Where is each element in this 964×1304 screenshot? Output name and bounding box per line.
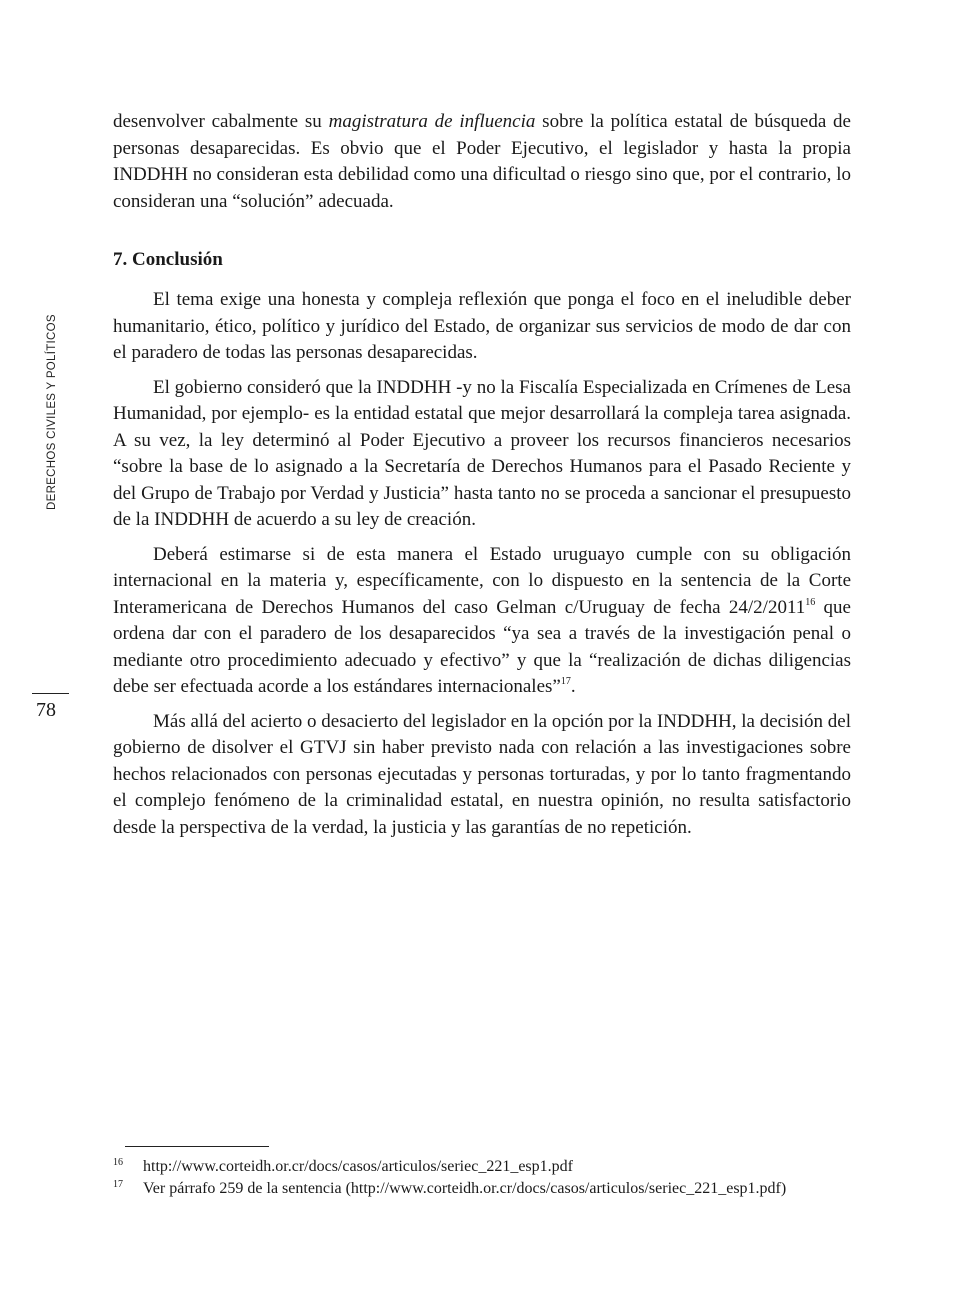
footnote-ref-17: 17: [560, 676, 571, 687]
intro-text-end: sobre la política estatal de búsqueda de personas desaparecidas. Es obvio que el Poder Ejecutivo, el legislador y hasta la propia INDDHH no consideran esta debilidad como una dificultad o riesgo sino que, por el contrario, lo consideran una “solución” adecuada.: [113, 111, 851, 212]
paragraph-2: El gobierno consideró que la INDDHH -y no la Fiscalía Especializada en Crímenes de Lesa Humanidad, por ejemplo- es la entidad estatal que mejor desarrollará la compleja tarea asignada. A su vez, la ley determinó al Poder Ejecutivo a proveer los recursos financieros necesarios “sobre la base de lo asignado a la Secretaría de Derechos Humanos para el Pasado Reciente y del Grupo de Trabajo por Verdad y Justicia” hasta tanto no se proceda a sancionar el presupuesto de la INDDHH de acuerdo a su ley de creación.: [113, 376, 851, 530]
footnote-link-text: http://www.corteidh.or.cr/docs/casos/articulos/seriec_221_esp1.pdf: [143, 1158, 573, 1175]
page-number-rule: [32, 693, 69, 694]
footnote-17: [113, 1175, 786, 1199]
section-body: [113, 287, 851, 841]
footnote-ref-16: 16: [805, 596, 816, 608]
paragraph-3-text-b: que ordena dar con el paradero de los desaparecidos “ya sea a través de la investigación penal o mediante otro procedimiento adecuado y efectivo” y que la “realización de dichas diligencias debe ser efectuada acorde a los estándares internacionales”: [113, 596, 851, 697]
running-side-title: DERECHOS CIVILES Y POLÍTICOS: [46, 314, 58, 510]
intro-text-start: desenvolver cabalmente su: [113, 111, 329, 132]
footnote-number: 17: [113, 1179, 123, 1190]
intro-paragraph: [113, 109, 851, 215]
paragraph-1: El tema exige una honesta y compleja reflexión que ponga el foco en el ineludible deber humanitario, ético, político y jurídico del Estado, de organizar sus servicios de modo de dar con el paradero de todas las personas desaparecidas.: [113, 289, 851, 363]
page-number: 78: [36, 699, 56, 721]
paragraph-3-text-a: Deberá estimarse si de esta manera el Estado uruguayo cumple con su obligación internacional en la materia y, específicamente, con lo dispuesto en la sentencia de la Corte Interamericana de Derechos Humanos del caso Gelman c/Uruguay de fecha 24/2/2011: [113, 543, 851, 618]
footnote-text: Ver párrafo 259 de la sentencia (http://www.corteidh.or.cr/docs/casos/articulos/seriec_221_esp1.pdf): [143, 1180, 787, 1197]
section-heading: 7. Conclusión: [113, 249, 223, 270]
paragraph-3-text-c: .: [570, 676, 576, 697]
footnote-16: [113, 1153, 573, 1177]
paragraph-4: Más allá del acierto o desacierto del legislador en la opción por la INDDHH, la decisión del gobierno de disolver el GTVJ sin haber previsto nada con relación a las investigaciones sobre hechos relacionados con personas ejecutadas y personas torturadas, y por lo tanto fragmentando el complejo fenómeno de la criminalidad estatal, en nuestra opinión, no resulta satisfactorio desde la perspectiva de la verdad, la justicia y las garantías de no repetición.: [113, 710, 852, 838]
paragraph-3: [113, 542, 851, 701]
footnote-separator: [125, 1146, 269, 1147]
intro-italic-phrase: magistratura de influencia: [328, 111, 536, 132]
footnote-number: 16: [113, 1157, 123, 1168]
